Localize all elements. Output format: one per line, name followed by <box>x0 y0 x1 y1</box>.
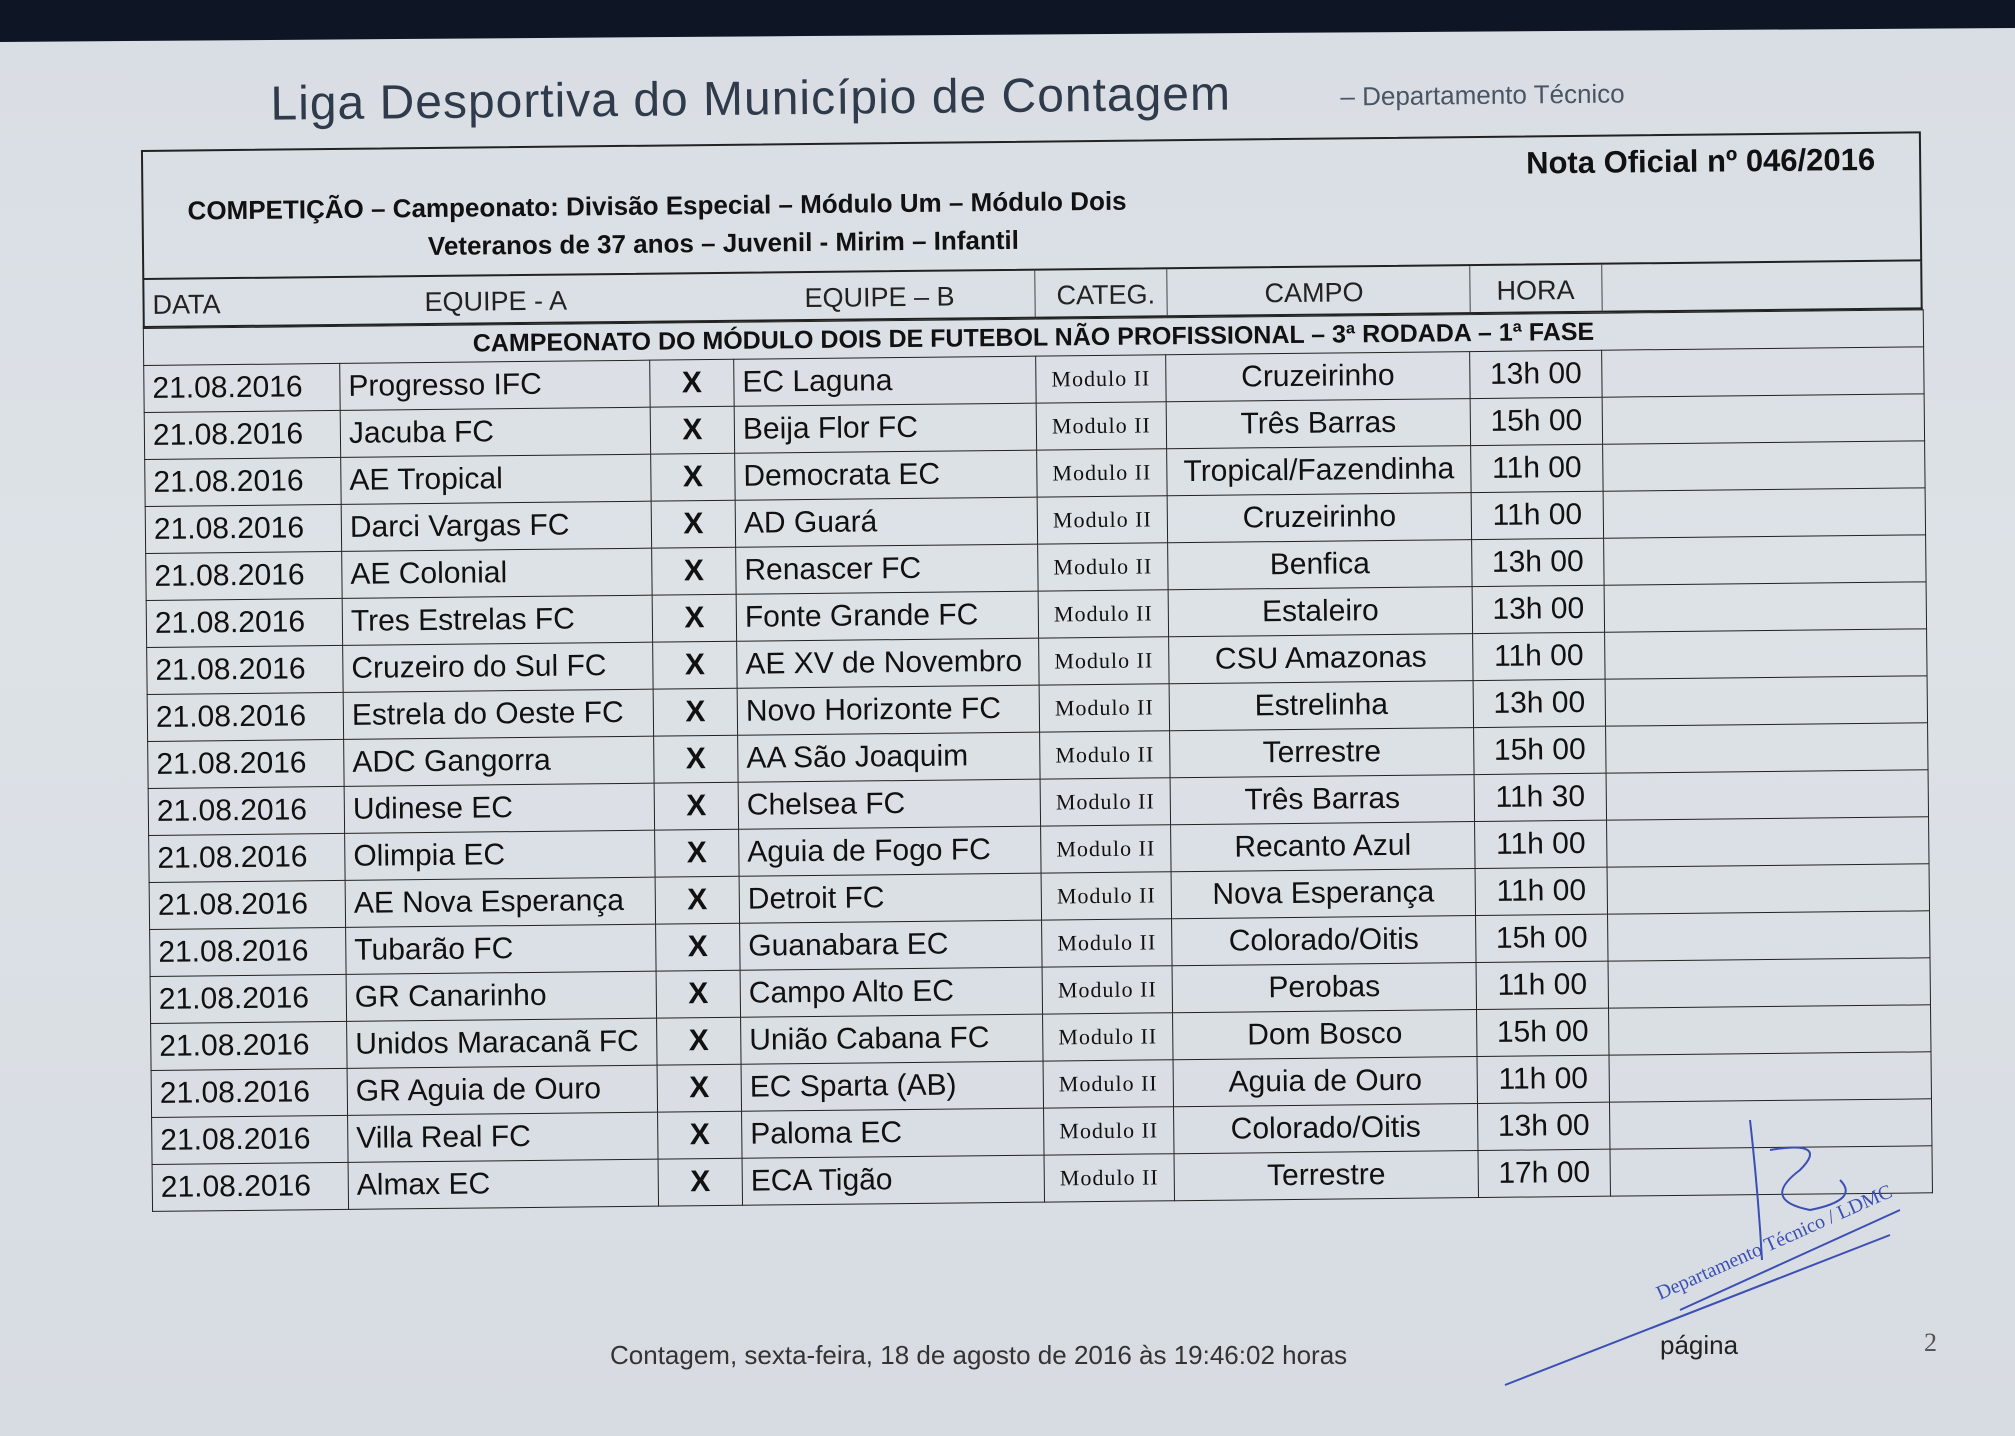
date-cell: 21.08.2016 <box>149 833 345 882</box>
empty-cell <box>1603 441 1926 491</box>
time-cell: 15h 00 <box>1474 726 1606 774</box>
time-cell: 11h 00 <box>1477 1055 1609 1103</box>
date-cell: 21.08.2016 <box>146 598 342 647</box>
versus-cell: X <box>652 547 736 595</box>
team-a-cell: Villa Real FC <box>348 1112 658 1162</box>
category-cell: Modulo II <box>1044 1107 1174 1155</box>
team-b-cell: Paloma EC <box>742 1108 1044 1158</box>
field-cell: Três Barras <box>1166 399 1470 449</box>
category-cell: Modulo II <box>1037 449 1167 497</box>
date-cell: 21.08.2016 <box>148 786 344 835</box>
field-cell: Recanto Azul <box>1171 822 1475 872</box>
field-cell: Cruzeirinho <box>1167 493 1471 543</box>
col-header-equipe-a: EQUIPE - A <box>424 285 568 318</box>
competition-box <box>141 131 1922 280</box>
versus-cell: X <box>656 923 740 971</box>
date-cell: 21.08.2016 <box>147 645 343 694</box>
date-cell: 21.08.2016 <box>152 1162 348 1211</box>
team-a-cell: Unidos Maracanã FC <box>347 1018 657 1068</box>
versus-cell: X <box>655 829 739 877</box>
category-cell: Modulo II <box>1043 1013 1173 1061</box>
team-b-cell: Chelsea FC <box>738 779 1040 829</box>
document <box>140 41 1932 1212</box>
team-a-cell: AE Tropical <box>341 454 651 504</box>
header-divider <box>1469 266 1470 312</box>
team-a-cell: Almax EC <box>348 1159 658 1209</box>
field-cell: Nova Esperança <box>1171 869 1475 919</box>
time-cell: 15h 00 <box>1476 914 1608 962</box>
category-cell: Modulo II <box>1039 684 1169 732</box>
field-cell: Perobas <box>1172 963 1476 1013</box>
field-cell: Três Barras <box>1170 775 1474 825</box>
team-b-cell: Aguia de Fogo FC <box>739 826 1041 876</box>
empty-cell <box>1604 535 1927 585</box>
date-cell: 21.08.2016 <box>144 410 340 459</box>
team-a-cell: AE Colonial <box>342 548 652 598</box>
field-cell: Colorado/Oitis <box>1172 916 1476 966</box>
team-a-cell: Darci Vargas FC <box>341 501 651 551</box>
team-b-cell: Guanabara EC <box>740 920 1042 970</box>
time-cell: 11h 00 <box>1471 444 1603 492</box>
versus-cell: X <box>654 782 738 830</box>
time-cell: 13h 00 <box>1478 1102 1610 1150</box>
versus-cell: X <box>653 688 737 736</box>
category-cell: Modulo II <box>1041 825 1171 873</box>
versus-cell: X <box>658 1111 742 1159</box>
empty-cell <box>1606 723 1929 773</box>
category-cell: Modulo II <box>1039 637 1169 685</box>
field-cell: Colorado/Oitis <box>1174 1104 1478 1154</box>
versus-cell: X <box>657 1064 741 1112</box>
date-cell: 21.08.2016 <box>151 1068 347 1117</box>
date-cell: 21.08.2016 <box>152 1115 348 1164</box>
versus-cell: X <box>650 359 734 407</box>
col-header-data: DATA <box>152 289 221 320</box>
team-b-cell: Campo Alto EC <box>740 967 1042 1017</box>
team-b-cell: Renascer FC <box>736 544 1038 594</box>
time-cell: 13h 00 <box>1470 350 1602 398</box>
category-cell: Modulo II <box>1037 496 1167 544</box>
team-a-cell: Jacuba FC <box>340 407 650 457</box>
time-cell: 13h 00 <box>1472 538 1604 586</box>
games-table <box>143 309 1933 1212</box>
category-cell: Modulo II <box>1043 1060 1173 1108</box>
versus-cell: X <box>651 453 735 501</box>
team-b-cell: Detroit FC <box>739 873 1041 923</box>
team-b-cell: AA São Joaquim <box>738 732 1040 782</box>
field-cell: Terrestre <box>1170 728 1474 778</box>
empty-cell <box>1603 488 1926 538</box>
team-b-cell: EC Sparta (AB) <box>741 1061 1043 1111</box>
time-cell: 13h 00 <box>1472 585 1604 633</box>
field-cell: Dom Bosco <box>1173 1010 1477 1060</box>
time-cell: 11h 00 <box>1475 867 1607 915</box>
field-cell: Cruzeirinho <box>1166 352 1470 402</box>
date-cell: 21.08.2016 <box>146 551 342 600</box>
team-a-cell: Cruzeiro do Sul FC <box>343 642 653 692</box>
team-a-cell: Olimpia EC <box>345 830 655 880</box>
competition-line-2: Veteranos de 37 anos – Juvenil - Mirim – Infantil <box>427 224 1020 261</box>
date-cell: 21.08.2016 <box>148 739 344 788</box>
date-cell: 21.08.2016 <box>150 974 346 1023</box>
team-a-cell: GR Aguia de Ouro <box>347 1065 657 1115</box>
team-a-cell: Tres Estrelas FC <box>342 595 652 645</box>
time-cell: 15h 00 <box>1470 397 1602 445</box>
empty-cell <box>1602 394 1925 444</box>
field-cell: CSU Amazonas <box>1169 634 1473 684</box>
team-b-cell: Beija Flor FC <box>734 403 1036 453</box>
league-title: Liga Desportiva do Município de Contagem <box>270 67 1232 131</box>
team-b-cell: Fonte Grande FC <box>736 591 1038 641</box>
section-title: CAMPEONATO DO MÓDULO DOIS DE FUTEBOL NÃO PROFISSIONAL – 3ª RODADA – 1ª FASE <box>143 310 1923 366</box>
header-divider <box>1166 269 1167 315</box>
team-b-cell: AE XV de Novembro <box>737 638 1039 688</box>
date-cell: 21.08.2016 <box>151 1021 347 1070</box>
empty-cell <box>1606 770 1929 820</box>
category-cell: Modulo II <box>1042 966 1172 1014</box>
team-b-cell: Democrata EC <box>735 450 1037 500</box>
date-cell: 21.08.2016 <box>147 692 343 741</box>
category-cell: Modulo II <box>1036 355 1166 403</box>
page-label: página <box>1660 1330 1739 1360</box>
versus-cell: X <box>655 876 739 924</box>
col-header-campo: CAMPO <box>1264 277 1364 309</box>
stamp-text: Departamento Técnico / LDMC <box>1653 1180 1896 1305</box>
team-b-cell: União Cabana FC <box>741 1014 1043 1064</box>
versus-cell: X <box>652 594 736 642</box>
team-a-cell: Udinese EC <box>344 783 654 833</box>
team-a-cell: Progresso IFC <box>340 360 650 410</box>
date-cell: 21.08.2016 <box>145 457 341 506</box>
team-a-cell: Tubarão FC <box>346 924 656 974</box>
team-a-cell: AE Nova Esperança <box>345 877 655 927</box>
date-cell: 21.08.2016 <box>150 927 346 976</box>
date-cell: 21.08.2016 <box>149 880 345 929</box>
field-cell: Benfica <box>1168 540 1472 590</box>
signature-stamp <box>1500 1100 1960 1400</box>
col-header-equipe-b: EQUIPE – B <box>804 281 955 314</box>
field-cell: Terrestre <box>1174 1151 1478 1201</box>
versus-cell: X <box>657 1017 741 1065</box>
department-label: – Departamento Técnico <box>1340 78 1625 112</box>
empty-cell <box>1605 629 1928 679</box>
field-cell: Aguia de Ouro <box>1173 1057 1477 1107</box>
time-cell: 11h 30 <box>1474 773 1606 821</box>
empty-cell <box>1607 864 1930 914</box>
category-cell: Modulo II <box>1044 1154 1174 1202</box>
empty-cell <box>1607 817 1930 867</box>
page-number: 2 <box>1924 1328 1937 1357</box>
empty-cell <box>1608 958 1931 1008</box>
official-note-number: Nota Oficial nº 046/2016 <box>1525 141 1876 181</box>
header-divider <box>1034 271 1035 317</box>
empty-cell <box>1609 1052 1932 1102</box>
team-a-cell: ADC Gangorra <box>344 736 654 786</box>
category-cell: Modulo II <box>1038 543 1168 591</box>
header-divider <box>1601 265 1602 311</box>
category-cell: Modulo II <box>1042 919 1172 967</box>
category-cell: Modulo II <box>1040 778 1170 826</box>
signature-stroke <box>1770 1148 1846 1211</box>
team-b-cell: Novo Horizonte FC <box>737 685 1039 735</box>
versus-cell: X <box>658 1158 742 1206</box>
category-cell: Modulo II <box>1038 590 1168 638</box>
time-cell: 11h 00 <box>1476 961 1608 1009</box>
empty-cell <box>1604 582 1927 632</box>
category-cell: Modulo II <box>1040 731 1170 779</box>
versus-cell: X <box>650 406 734 454</box>
versus-cell: X <box>651 500 735 548</box>
category-cell: Modulo II <box>1036 402 1166 450</box>
col-header-hora: HORA <box>1496 274 1575 306</box>
col-header-categ: CATEG. <box>1056 279 1156 311</box>
empty-cell <box>1605 676 1928 726</box>
field-cell: Tropical/Fazendinha <box>1167 446 1471 496</box>
empty-cell <box>1608 911 1931 961</box>
team-a-cell: GR Canarinho <box>346 971 656 1021</box>
team-b-cell: ECA Tigão <box>742 1155 1044 1205</box>
time-cell: 17h 00 <box>1478 1149 1610 1197</box>
time-cell: 11h 00 <box>1473 632 1605 680</box>
empty-cell <box>1602 347 1925 397</box>
team-b-cell: EC Laguna <box>734 356 1036 406</box>
field-cell: Estrelinha <box>1169 681 1473 731</box>
date-cell: 21.08.2016 <box>144 363 340 412</box>
time-cell: 11h 00 <box>1471 491 1603 539</box>
versus-cell: X <box>656 970 740 1018</box>
empty-cell <box>1609 1005 1932 1055</box>
field-cell: Estaleiro <box>1168 587 1472 637</box>
time-cell: 11h 00 <box>1475 820 1607 868</box>
date-cell: 21.08.2016 <box>145 504 341 553</box>
time-cell: 13h 00 <box>1473 679 1605 727</box>
footer-timestamp: Contagem, sexta-feira, 18 de agosto de 2016 às 19:46:02 horas <box>610 1340 1348 1370</box>
team-a-cell: Estrela do Oeste FC <box>343 689 653 739</box>
versus-cell: X <box>653 641 737 689</box>
stamp-line <box>1505 1235 1890 1385</box>
versus-cell: X <box>654 735 738 783</box>
team-b-cell: AD Guará <box>735 497 1037 547</box>
competition-line-1: COMPETIÇÃO – Campeonato: Divisão Especial – Módulo Um – Módulo Dois <box>187 185 1127 226</box>
time-cell: 15h 00 <box>1477 1008 1609 1056</box>
category-cell: Modulo II <box>1041 872 1171 920</box>
